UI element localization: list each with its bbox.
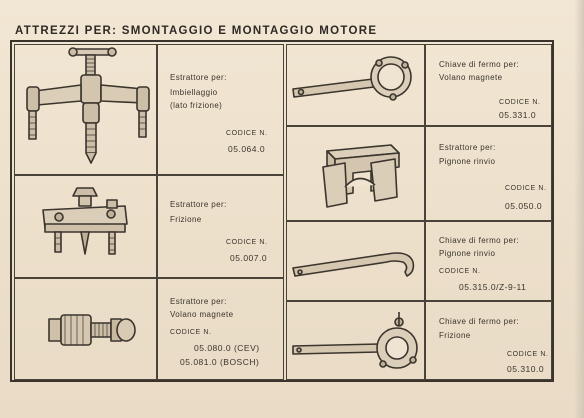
item-crankshaft-puller xyxy=(157,44,284,175)
image-cell-clutch-puller xyxy=(14,175,157,278)
code-label: CODICE N. xyxy=(439,268,481,275)
clutch-holding-wrench-icon xyxy=(287,302,423,378)
item-line: (lato frizione) xyxy=(170,101,223,110)
code-label: CODICE N. xyxy=(507,351,549,358)
code-label: CODICE N. xyxy=(505,185,547,192)
item-heading: Estrattore per: xyxy=(170,73,227,82)
image-cell-pinion-wrench xyxy=(286,221,425,301)
item-heading: Chiave di fermo per: xyxy=(439,317,520,326)
page-title: ATTREZZI PER: SMONTAGGIO E MONTAGGIO MOTORE xyxy=(15,25,378,37)
item-code: 05.331.0 xyxy=(499,110,537,120)
item-line: Pignone rinvio xyxy=(439,249,496,258)
flywheel-holding-wrench-icon xyxy=(287,45,423,125)
item-code: 05.080.0 (CEV) xyxy=(194,343,260,353)
tools-table xyxy=(10,40,554,382)
code-label: CODICE N. xyxy=(499,99,541,106)
item-code: 05.315.0/Z-9-11 xyxy=(459,282,527,292)
clutch-puller-icon xyxy=(15,176,155,276)
item-flywheel-wrench xyxy=(425,44,552,126)
item-heading: Estrattore per: xyxy=(439,143,496,152)
item-code: 05.050.0 xyxy=(505,201,543,211)
item-clutch-wrench xyxy=(425,301,552,380)
item-line: Imbiellaggio xyxy=(170,88,218,97)
flywheel-threaded-puller-icon xyxy=(15,279,155,379)
item-code: 05.081.0 (BOSCH) xyxy=(180,357,260,367)
item-line: Frizione xyxy=(170,215,202,224)
item-line: Volano magnete xyxy=(170,310,234,319)
item-heading: Chiave di fermo per: xyxy=(439,236,520,245)
code-label: CODICE N. xyxy=(226,130,268,137)
image-cell-clutch-wrench xyxy=(286,301,425,380)
item-code: 05.064.0 xyxy=(228,144,266,154)
hook-spanner-icon xyxy=(287,222,423,298)
item-flywheel-puller xyxy=(157,278,284,380)
code-label: CODICE N. xyxy=(170,329,212,336)
item-line: Frizione xyxy=(439,331,471,340)
image-cell-crankshaft-puller xyxy=(14,44,157,175)
image-cell-gear-puller xyxy=(286,126,425,221)
item-gear-puller xyxy=(425,126,552,221)
image-cell-flywheel-wrench xyxy=(286,44,425,126)
item-line: Volano magnete xyxy=(439,73,503,82)
item-code: 05.310.0 xyxy=(507,364,545,374)
item-pinion-wrench xyxy=(425,221,552,301)
item-heading: Chiave di fermo per: xyxy=(439,60,520,69)
item-clutch-puller xyxy=(157,175,284,278)
item-heading: Estrattore per: xyxy=(170,297,227,306)
code-label: CODICE N. xyxy=(226,239,268,246)
image-cell-flywheel-puller xyxy=(14,278,157,380)
item-line: Pignone rinvio xyxy=(439,157,496,166)
three-leg-puller-icon xyxy=(15,45,155,173)
item-code: 05.007.0 xyxy=(230,253,268,263)
gear-puller-bracket-icon xyxy=(287,127,423,219)
item-heading: Estrattore per: xyxy=(170,200,227,209)
